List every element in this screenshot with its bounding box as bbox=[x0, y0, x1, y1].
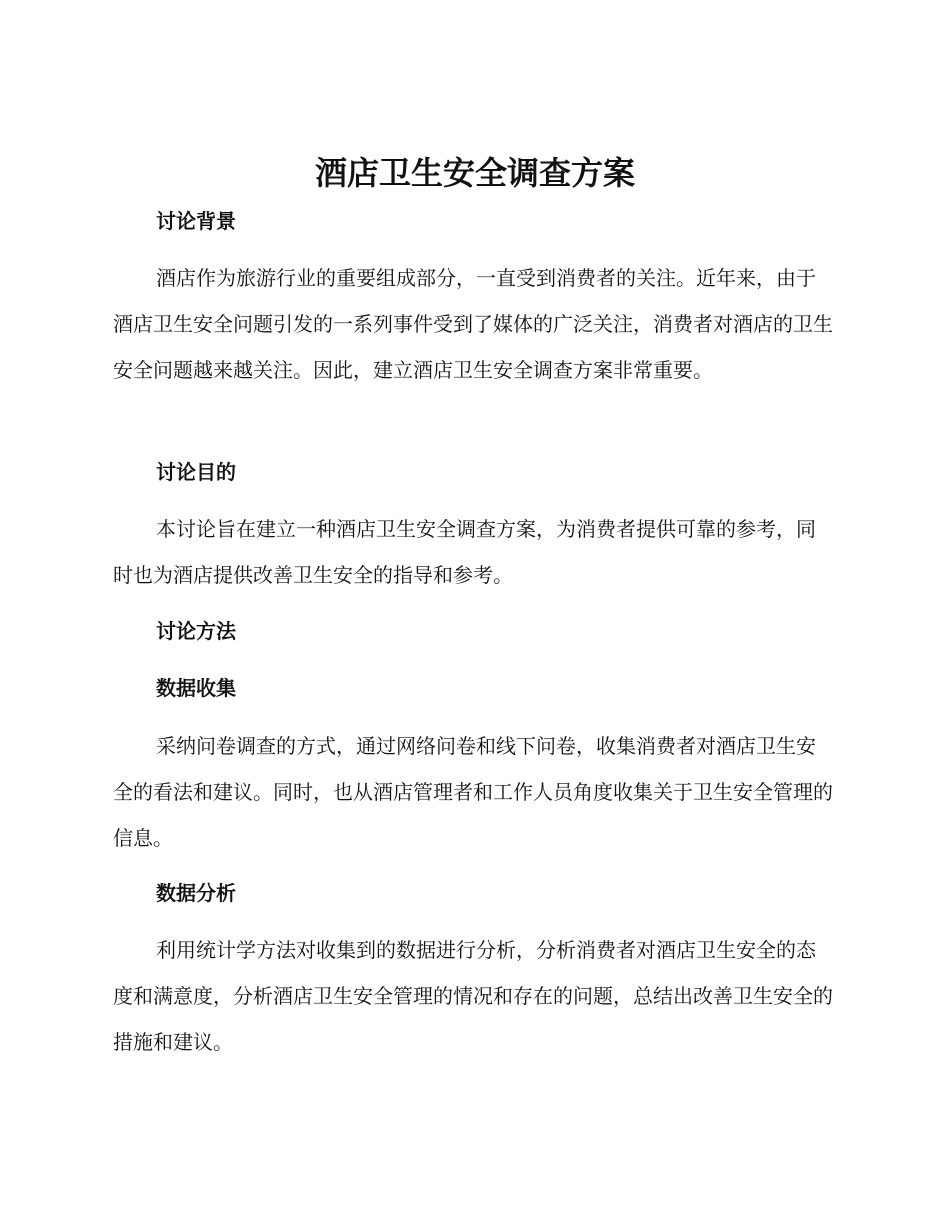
document-title: 酒店卫生安全调查方案 bbox=[314, 154, 635, 192]
section-paragraph-purpose: 本讨论旨在建立一种酒店卫生安全调查方案，为消费者提供可靠的参考，同时也为酒店提供改善卫生安全的指导和参考。 bbox=[113, 517, 816, 587]
section-heading-method: 讨论方法 bbox=[156, 619, 236, 643]
section-heading-purpose: 讨论目的 bbox=[156, 460, 236, 484]
section-paragraph-data-analysis: 利用统计学方法对收集到的数据进行分析，分析消费者对酒店卫生安全的态度和满意度，分析酒店卫生安全管理的情况和存在的问题，总结出改善卫生安全的措施和建议。 bbox=[113, 938, 833, 1054]
section-heading-background: 讨论背景 bbox=[156, 209, 236, 233]
section-paragraph-background: 酒店作为旅游行业的重要组成部分，一直受到消费者的关注。近年来，由于酒店卫生安全问题引发的一系列事件受到了媒体的广泛关注，消费者对酒店的卫生安全问题越来越关注。因此，建立酒店卫生安全调查方案非常重要。 bbox=[113, 266, 833, 382]
section-heading-data-collection: 数据收集 bbox=[156, 676, 236, 700]
section-paragraph-data-collection: 采纳问卷调查的方式，通过网络问卷和线下问卷，收集消费者对酒店卫生安全的看法和建议。同时，也从酒店管理者和工作人员角度收集关于卫生安全管理的信息。 bbox=[113, 734, 833, 850]
section-heading-data-analysis: 数据分析 bbox=[156, 881, 236, 905]
